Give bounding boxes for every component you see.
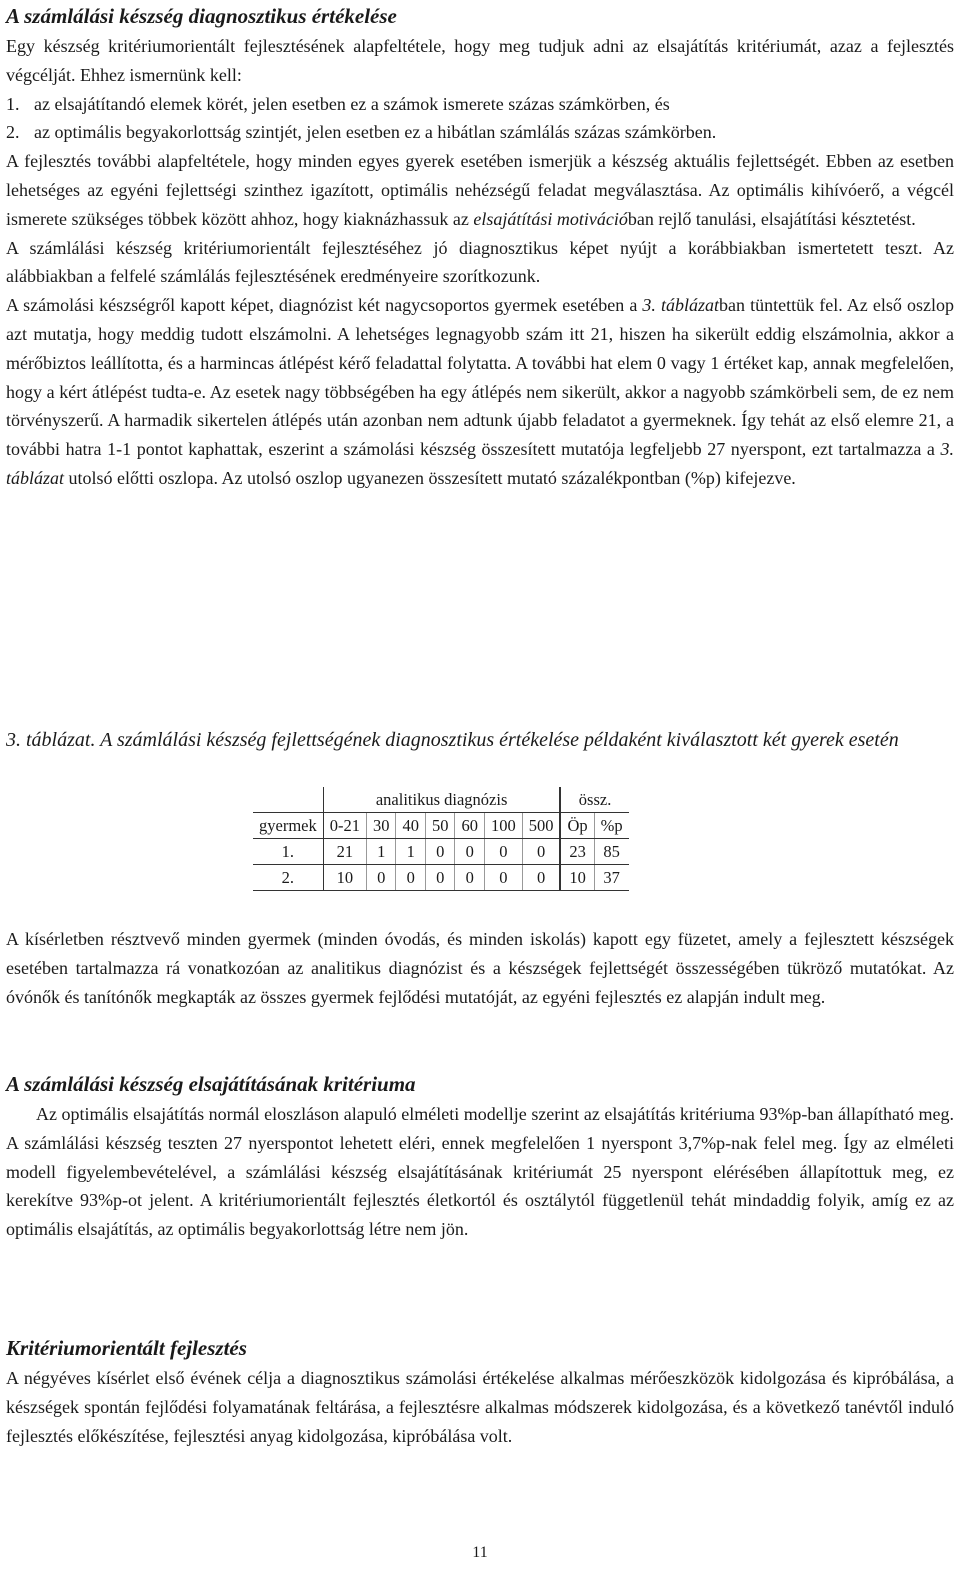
table-cell: 1 bbox=[366, 839, 396, 865]
table-cell bbox=[253, 787, 323, 813]
paragraph-prerequisite bbox=[6, 147, 954, 233]
page-number: 11 bbox=[472, 1544, 488, 1561]
paragraph-table-explanation bbox=[6, 291, 954, 493]
section-title-development: Kritériumorientált fejlesztés bbox=[6, 1336, 247, 1360]
section-title-diagnostic: A számlálási készség diagnosztikus értékelése bbox=[6, 4, 397, 28]
text-run: ban tüntettük fel. Az első oszlop azt mutatja, hogy meddig tudott elszámolni. A lehetséges legnagyobb szám itt 21, hiszen ha sikerült eddig elszámolnia, akkor a mérőbiztos leállította, és a harmincas átlépést kérő feladattal folytatta. A további hat elem 0 vagy 1 értéket kap, annak megfelelően, hogy a kért átlépést tudta-e. Az esetek nagy többségében ha egy átlépés nem sikerült, akkor a nagyobb számkörbeli sem, de ez nem törvényszerű. A harmadik sikertelen átlépés után azonban nem adtunk újabb feladatot a gyermeknek. Így tehát az első elemre 21, a további hatra 1-1 pontot kaphattak, eszerint a számolási készség összesített mutatója legfeljebb 27 nyerspont, ezt tartalmazza a bbox=[6, 295, 954, 460]
table-group-header-total: össz. bbox=[560, 787, 628, 813]
table-col-header: 100 bbox=[484, 813, 522, 839]
list-text: az optimális begyakorlottság szintjét, jelen esetben ez a hibátlan számlálás százas számkörben. bbox=[34, 122, 717, 143]
table-cell: 2. bbox=[253, 865, 323, 891]
table-cell: 0 bbox=[425, 865, 455, 891]
table-row bbox=[253, 839, 629, 865]
table-col-header: 50 bbox=[425, 813, 455, 839]
table-column-header-row bbox=[253, 813, 629, 839]
paragraph-notebook-block bbox=[6, 925, 954, 1011]
table-cell: 0 bbox=[522, 865, 560, 891]
text-emphasis: 3. táblázat bbox=[642, 295, 720, 316]
list-item bbox=[6, 118, 954, 147]
text-emphasis: elsajátítási motiváció bbox=[473, 208, 628, 229]
table-cell: 0 bbox=[484, 839, 522, 865]
table-cell: 85 bbox=[594, 839, 629, 865]
table-col-header: gyermek bbox=[253, 813, 323, 839]
table-group-header-row bbox=[253, 787, 629, 813]
table-cell: 0 bbox=[396, 865, 426, 891]
text-run: A fejlesztés további alapfeltétele, hogy minden egyes gyerek esetében ismerjük a készség aktuális fejlettségét. Ebben az esetben lehetséges az egyéni fejlettségi szinthez igazított, optimális nehézségű feladat megválasztása. Az optimális kihívóerő, a végcél ismerete szükséges többek között ahhoz, hogy kiaknázhassuk az bbox=[6, 151, 954, 229]
table-col-header: 30 bbox=[366, 813, 396, 839]
table-cell: 0 bbox=[455, 865, 485, 891]
list-text: az elsajátítandó elemek körét, jelen esetben ez a számok ismerete százas számkörben, és bbox=[34, 93, 670, 114]
paragraph-test: A számlálási készség kritériumorientált fejlesztéséhez jó diagnosztikus képet nyújt a korábbiakban ismertetett teszt. Az alábbiakban a felfelé számlálás fejlesztésének eredményeire szorítkozunk. bbox=[6, 237, 954, 287]
table-cell: 21 bbox=[323, 839, 366, 865]
table-caption: 3. táblázat. A számlálási készség fejlettségének diagnosztikus értékelése példaként kiválasztott két gyerek esetén bbox=[6, 729, 899, 751]
paragraph-development: A négyéves kísérlet első évének célja a diagnosztikus számolási értékelése alkalmas mérőeszközök kidolgozása és kipróbálása, a készségek spontán fejlődési folyamatának feltárása, a fejlesztésre alkalmas módszerek kidolgozása, és a következő tanévtől induló fejlesztés előkészítése, fejlesztési anyag kidolgozása, kipróbálása volt. bbox=[6, 1368, 954, 1446]
table-col-header: 40 bbox=[396, 813, 426, 839]
paragraph-criterion: Az optimális elsajátítás normál eloszláson alapuló elméleti modellje szerint az elsajátítás kritériuma 93%p-ban állapítható meg. A számlálási készség teszten 27 nyerspontot lehetett eléri, ennek megfelelően 1 nyerspont 3,7%p-nak felel meg. Így az elméleti modell figyelembevételével, a számlálási készség elsajátításának kritériumát 25 nyerspont elérésében állapítottuk meg, ez kerekítve 93%p-ot jelent. A kritériumorientált fejlesztés életkortól és osztálytól függetlenül tehát mindaddig folyik, amíg ez az optimális elsajátítás, az optimális begyakorlottság létre nem jön. bbox=[6, 1104, 954, 1240]
list-item bbox=[6, 90, 954, 119]
section-title-criterion: A számlálási készség elsajátításának kritériuma bbox=[6, 1072, 416, 1096]
table-cell: 10 bbox=[560, 865, 594, 891]
table-cell: 10 bbox=[323, 865, 366, 891]
list-number: 1. bbox=[6, 93, 20, 114]
diagnostic-table bbox=[253, 787, 629, 891]
table-cell: 23 bbox=[560, 839, 594, 865]
table-cell: 0 bbox=[484, 865, 522, 891]
text-run: utolsó előtti oszlopa. Az utolsó oszlop ugyanezen összesített mutató százalékpontban (%p) kifejezve. bbox=[64, 467, 796, 488]
table-col-header: 0-21 bbox=[323, 813, 366, 839]
table-cell: 0 bbox=[455, 839, 485, 865]
text-emphasis: 3. táblázat bbox=[6, 439, 954, 488]
text-run: A számolási készségről kapott képet, diagnózist két nagycsoportos gyermek esetében a bbox=[6, 295, 643, 316]
table-cell: 1 bbox=[396, 839, 426, 865]
table-cell: 0 bbox=[366, 865, 396, 891]
table-col-header: Öp bbox=[560, 813, 594, 839]
table-cell: 1. bbox=[253, 839, 323, 865]
table-col-header: 500 bbox=[522, 813, 560, 839]
list-number: 2. bbox=[6, 122, 20, 143]
section-top bbox=[6, 2, 954, 493]
text-run: ban rejlő tanulási, elsajátítási késztetést. bbox=[627, 208, 916, 229]
table-col-header: 60 bbox=[455, 813, 485, 839]
table-col-header: %p bbox=[594, 813, 629, 839]
table-row bbox=[253, 865, 629, 891]
table-caption-block bbox=[6, 725, 954, 755]
table-cell: 37 bbox=[594, 865, 629, 891]
table-group-header-analytic: analitikus diagnózis bbox=[323, 787, 560, 813]
section-development bbox=[6, 1334, 954, 1450]
section-criterion bbox=[6, 1070, 954, 1244]
paragraph-notebook: A kísérletben résztvevő minden gyermek (minden óvodás, és minden iskolás) kapott egy füzetet, amely a fejlesztett készségek esetében tartalmazza rá vonatkozóan az analitikus diagnózist és a készségek fejlettségét összességében tükröző mutatókat. Az óvónők és tanítónők megkapták az összes gyermek fejlődési mutatóját, az egyéni fejlesztés ez alapján indult meg. bbox=[6, 929, 954, 1007]
paragraph-intro: Egy készség kritériumorientált fejlesztésének alapfeltétele, hogy meg tudjuk adni az elsajátítás kritériumát, azaz a fejlesztés végcélját. Ehhez ismernünk kell: bbox=[6, 36, 954, 85]
table-cell: 0 bbox=[425, 839, 455, 865]
table-cell: 0 bbox=[522, 839, 560, 865]
